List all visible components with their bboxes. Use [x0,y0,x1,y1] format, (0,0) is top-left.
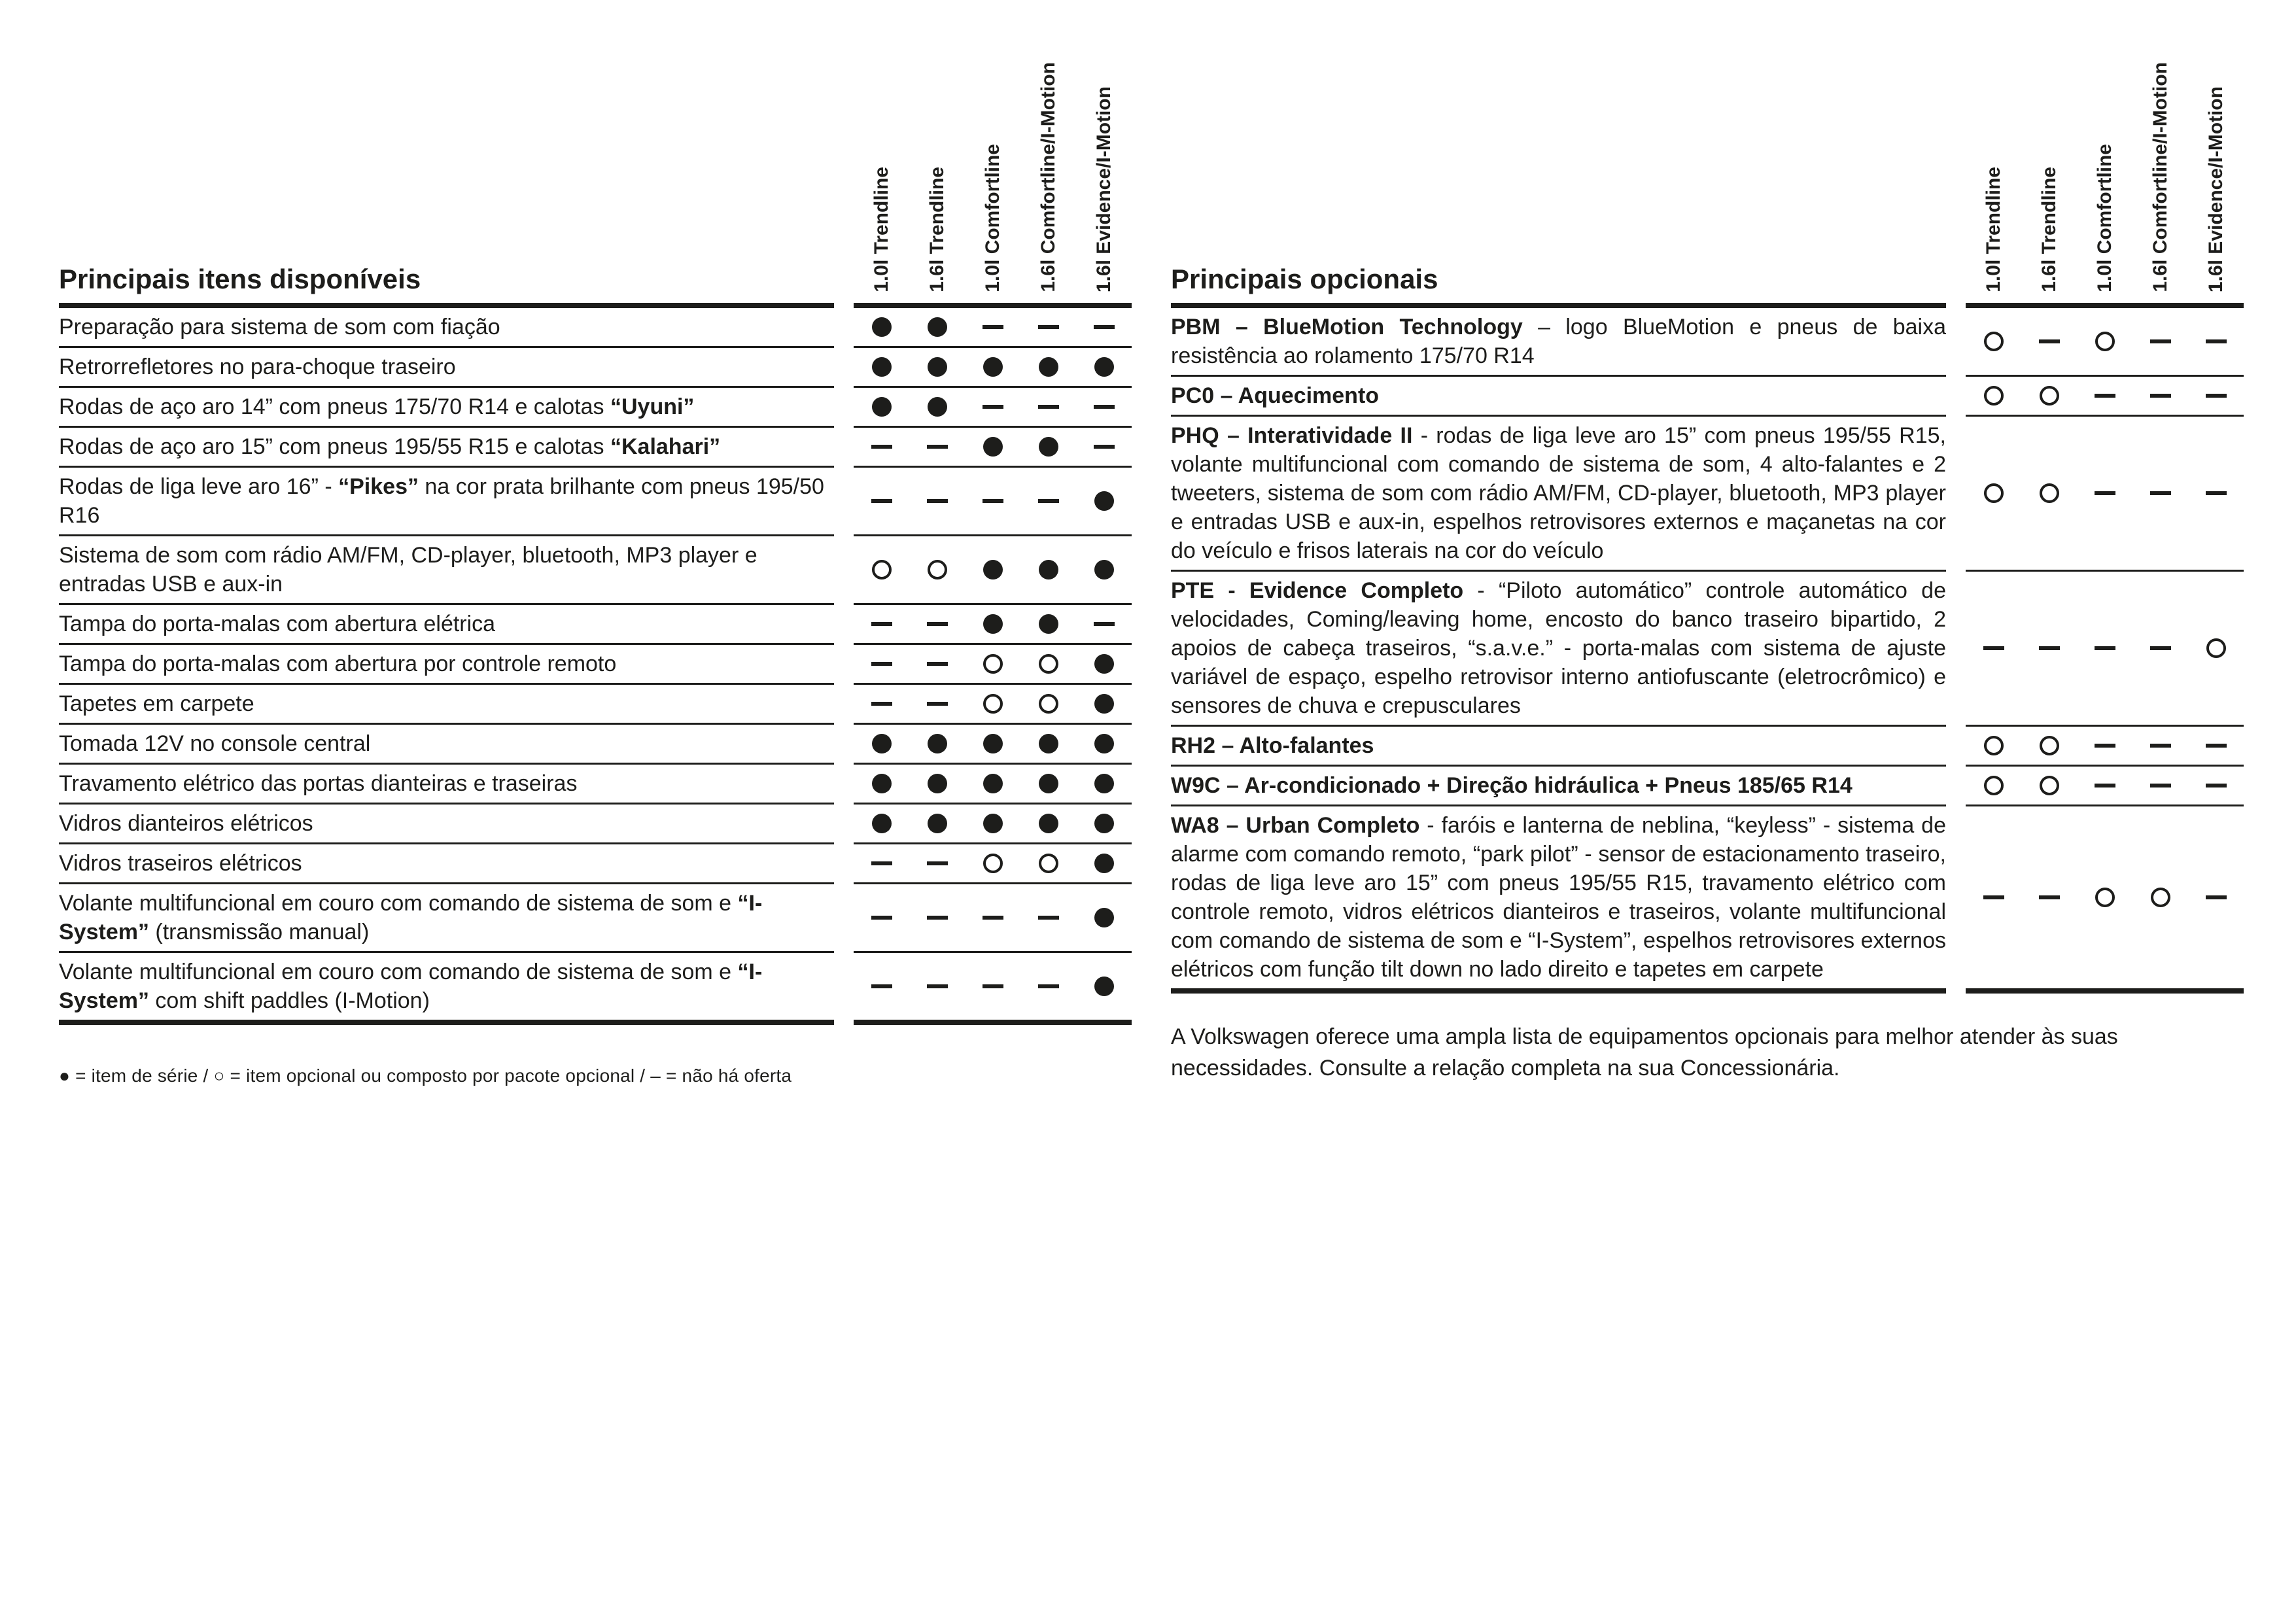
availability-symbol [983,499,1003,503]
availability-symbol [1094,977,1114,996]
option-label: RH2 – Alto-falantes [1171,727,1946,767]
option-label: PC0 – Aquecimento [1171,377,1946,417]
trim-column-headers [854,62,1132,303]
availability-cells [1966,806,2244,994]
availability-cells [1966,308,2244,377]
feature-label: Preparação para sistema de som com fiação [59,308,834,348]
availability-symbol [927,702,948,706]
availability-symbol [928,774,947,793]
availability-symbol [2040,776,2059,795]
feature-label: Travamento elétrico das portas dianteiras e traseiras [59,765,834,804]
availability-symbol [872,397,892,417]
trim-column-header: 1.0l Comfortline [2094,144,2115,292]
feature-row [59,884,1132,953]
availability-symbol [1094,491,1114,511]
option-label: W9C – Ar-condicionado + Direção hidráulica + Pneus 185/65 R14 [1171,767,1946,806]
feature-row [59,468,1132,536]
availability-cells [854,685,1132,725]
availability-cells [854,605,1132,645]
availability-cells [854,388,1132,428]
trim-column-header: 1.0l Comfortline [982,144,1003,292]
availability-symbol [871,916,892,920]
availability-symbol [1038,984,1059,988]
feature-label: Vidros dianteiros elétricos [59,804,834,844]
availability-symbol [2040,386,2059,406]
availability-symbol [2150,394,2171,398]
availability-symbol [1038,499,1059,503]
availability-symbol [928,317,947,337]
availability-symbol [1038,916,1059,920]
feature-row [59,804,1132,844]
availability-symbol [1094,325,1115,329]
availability-cells [854,765,1132,804]
availability-symbol [1094,560,1114,580]
option-row [1171,377,2244,417]
availability-symbol [2095,491,2115,495]
availability-symbol [1983,646,2004,650]
availability-symbol [927,916,948,920]
footer-note: A Volkswagen oferece uma ampla lista de equipamentos opcionais para melhor atender às suas necessidades. Consulte a relação completa na sua Concessionária. [1171,1024,2118,1081]
trim-column-header: 1.6l Comfortline/I-Motion [1037,62,1059,292]
availability-symbol [983,916,1003,920]
availability-symbol [2206,744,2227,748]
availability-symbol [1984,776,2004,795]
availability-symbol [928,560,947,580]
feature-row [59,348,1132,388]
availability-cells [854,844,1132,884]
availability-symbol [2150,784,2171,787]
availability-symbol [2150,491,2171,495]
availability-symbol [2095,394,2115,398]
availability-symbol [1094,654,1114,674]
availability-symbol [927,984,948,988]
availability-symbol [1094,734,1114,753]
trim-column-header: 1.0l Trendline [871,167,892,292]
availability-symbol [2150,646,2171,650]
availability-cells [854,725,1132,765]
availability-symbol [1094,405,1115,409]
availability-symbol [983,437,1003,457]
availability-cells [854,804,1132,844]
availability-symbol [1038,405,1059,409]
availability-symbol [928,734,947,753]
feature-row [59,605,1132,645]
right-table-rows [1171,308,2244,994]
availability-symbol [1039,654,1058,674]
availability-symbol [927,445,948,449]
availability-cells [1966,572,2244,727]
availability-symbol [1039,774,1058,793]
feature-row [59,685,1132,725]
feature-label: Tapetes em carpete [59,685,834,725]
availability-symbol [1094,908,1114,927]
feature-row [59,428,1132,468]
availability-symbol [983,357,1003,377]
availability-symbol [2206,638,2226,658]
availability-cells [854,536,1132,605]
availability-cells [854,953,1132,1025]
availability-symbol [871,984,892,988]
availability-symbol [1039,614,1058,634]
availability-symbol [2206,339,2227,343]
availability-symbol [1094,854,1114,873]
feature-label: Retrorrefletores no para-choque traseiro [59,348,834,388]
availability-symbol [1094,445,1115,449]
availability-symbol [983,654,1003,674]
availability-cells [1966,727,2244,767]
availability-cells [854,884,1132,953]
feature-row [59,725,1132,765]
availability-cells [1966,767,2244,806]
availability-symbol [872,734,892,753]
feature-row [59,308,1132,348]
availability-symbol [983,854,1003,873]
availability-symbol [2151,888,2170,907]
availability-symbol [2039,339,2060,343]
left-table-title: Principais itens disponíveis [59,264,421,294]
availability-symbol [927,861,948,865]
availability-symbol [927,499,948,503]
availability-symbol [927,622,948,626]
left-table-rows [59,308,1132,1025]
availability-symbol [1094,814,1114,833]
feature-label: Rodas de liga leve aro 16” - “Pikes” na cor prata brilhante com pneus 195/50 R16 [59,468,834,536]
availability-symbol [871,861,892,865]
availability-symbol [2206,394,2227,398]
option-label: PBM – BlueMotion Technology – logo BlueMotion e pneus de baixa resistência ao rolamento 175/70 R14 [1171,308,1946,377]
trim-column-header: 1.6l Evidence/I-Motion [2205,86,2227,292]
availability-symbol [1094,694,1114,714]
availability-symbol [872,317,892,337]
availability-symbol [1984,483,2004,503]
table-top-rule [59,303,1132,308]
availability-symbol [1039,854,1058,873]
option-row [1171,806,2244,994]
availability-symbol [983,734,1003,753]
availability-symbol [871,445,892,449]
availability-symbol [2095,888,2115,907]
availability-symbol [871,622,892,626]
trim-column-header: 1.6l Comfortline/I-Motion [2149,62,2171,292]
availability-symbol [928,814,947,833]
availability-symbol [2095,332,2115,351]
availability-symbol [983,984,1003,988]
right-table-title: Principais opcionais [1171,264,1438,294]
option-label: PHQ – Interatividade II - rodas de liga leve aro 15” com pneus 195/55 R15, volante multifuncional com comando de sistema de som, 4 alto-falantes e 2 tweeters, sistema de som com rádio AM/FM, CD-player, bluetooth, MP3 player e entradas USB e aux-in, espelhos retrovisores externos e maçanetas na cor do veículo e frisos laterais na cor do veículo [1171,417,1946,572]
availability-symbol [983,774,1003,793]
optional-items-table [1171,38,2244,1106]
availability-cells [1966,417,2244,572]
availability-symbol [872,357,892,377]
feature-label: Tomada 12V no console central [59,725,834,765]
feature-label: Sistema de som com rádio AM/FM, CD-player, bluetooth, MP3 player e entradas USB e aux-in [59,536,834,605]
availability-symbol [983,614,1003,634]
availability-symbol [983,814,1003,833]
availability-symbol [1039,357,1058,377]
feature-row [59,388,1132,428]
trim-column-header: 1.6l Trendline [926,167,948,292]
availability-symbol [2206,784,2227,787]
availability-symbol [871,702,892,706]
availability-symbol [2040,736,2059,755]
feature-row [59,536,1132,605]
availability-symbol [872,814,892,833]
availability-symbol [872,560,892,580]
availability-symbol [2150,339,2171,343]
feature-label: Volante multifuncional em couro com comando de sistema de som e “I-System” com shift paddles (I-Motion) [59,953,834,1025]
feature-label: Tampa do porta-malas com abertura elétrica [59,605,834,645]
availability-symbol [1038,325,1059,329]
feature-label: Vidros traseiros elétricos [59,844,834,884]
availability-symbol [2095,784,2115,787]
availability-symbol [871,662,892,666]
feature-label: Rodas de aço aro 14” com pneus 175/70 R14 e calotas “Uyuni” [59,388,834,428]
availability-symbol [1984,736,2004,755]
option-label: PTE - Evidence Completo - “Piloto automático” controle automático de velocidades, Coming/leaving home, encosto do banco traseiro bipartido, 2 apoios de cabeça traseiros, “s.a.v.e.” - porta-malas com sistema de ajuste variável de espaço, espelho retrovisor interno antiofuscante (eletrocrômico) e sensores de chuva e crepusculares [1171,572,1946,727]
availability-symbol [1039,814,1058,833]
option-row [1171,308,2244,377]
feature-label: Rodas de aço aro 15” com pneus 195/55 R15 e calotas “Kalahari” [59,428,834,468]
feature-row [59,953,1132,1025]
availability-cells [854,428,1132,468]
availability-symbol [872,774,892,793]
table-top-rule [1171,303,2244,308]
availability-symbol [2150,744,2171,748]
availability-symbol [983,405,1003,409]
left-table-header [59,38,1132,303]
availability-symbol [1984,386,2004,406]
feature-label: Tampa do porta-malas com abertura por controle remoto [59,645,834,685]
availability-symbol [1039,694,1058,714]
availability-cells [854,348,1132,388]
availability-symbol [1984,332,2004,351]
availability-symbol [1983,895,2004,899]
availability-symbol [983,560,1003,580]
availability-symbol [2039,646,2060,650]
availability-symbol [1094,622,1115,626]
symbol-legend: ● = item de série / ○ = item opcional ou composto por pacote opcional / – = não há oferta [59,1065,792,1086]
feature-row [59,844,1132,884]
right-table-header [1171,38,2244,303]
availability-symbol [1039,437,1058,457]
availability-symbol [1039,560,1058,580]
availability-cells [854,308,1132,348]
availability-cells [854,645,1132,685]
availability-symbol [983,325,1003,329]
availability-symbol [928,397,947,417]
availability-symbol [2039,895,2060,899]
availability-symbol [871,499,892,503]
available-items-table [59,38,1132,1105]
option-row [1171,572,2244,727]
availability-symbol [2095,646,2115,650]
availability-symbol [928,357,947,377]
trim-column-header: 1.6l Evidence/I-Motion [1093,86,1115,292]
option-row [1171,767,2244,806]
availability-cells [1966,377,2244,417]
option-row [1171,417,2244,572]
feature-row [59,765,1132,804]
feature-label: Volante multifuncional em couro com comando de sistema de som e “I-System” (transmissão manual) [59,884,834,953]
availability-symbol [1094,774,1114,793]
availability-symbol [2206,895,2227,899]
availability-cells [854,468,1132,536]
availability-symbol [1039,734,1058,753]
availability-symbol [2095,744,2115,748]
availability-symbol [1094,357,1114,377]
option-label: WA8 – Urban Completo - faróis e lanterna de neblina, “keyless” - sistema de alarme com comando remoto, “park pilot” - sensor de estacionamento traseiro, rodas de liga leve aro 15” com pneus 195/55 R15, travamento elétrico com controle remoto, vidros elétricos dianteiros e traseiros, volante multifuncional com comando de sistema de som e “I-System”, espelhos retrovisores externos elétricos com função tilt down no lado direito e tapetes em carpete [1171,806,1946,994]
availability-symbol [983,694,1003,714]
availability-symbol [2040,483,2059,503]
trim-column-header: 1.6l Trendline [2038,167,2060,292]
availability-symbol [2206,491,2227,495]
option-row [1171,727,2244,767]
trim-column-headers [1966,62,2244,303]
trim-column-header: 1.0l Trendline [1983,167,2004,292]
availability-symbol [927,662,948,666]
feature-row [59,645,1132,685]
